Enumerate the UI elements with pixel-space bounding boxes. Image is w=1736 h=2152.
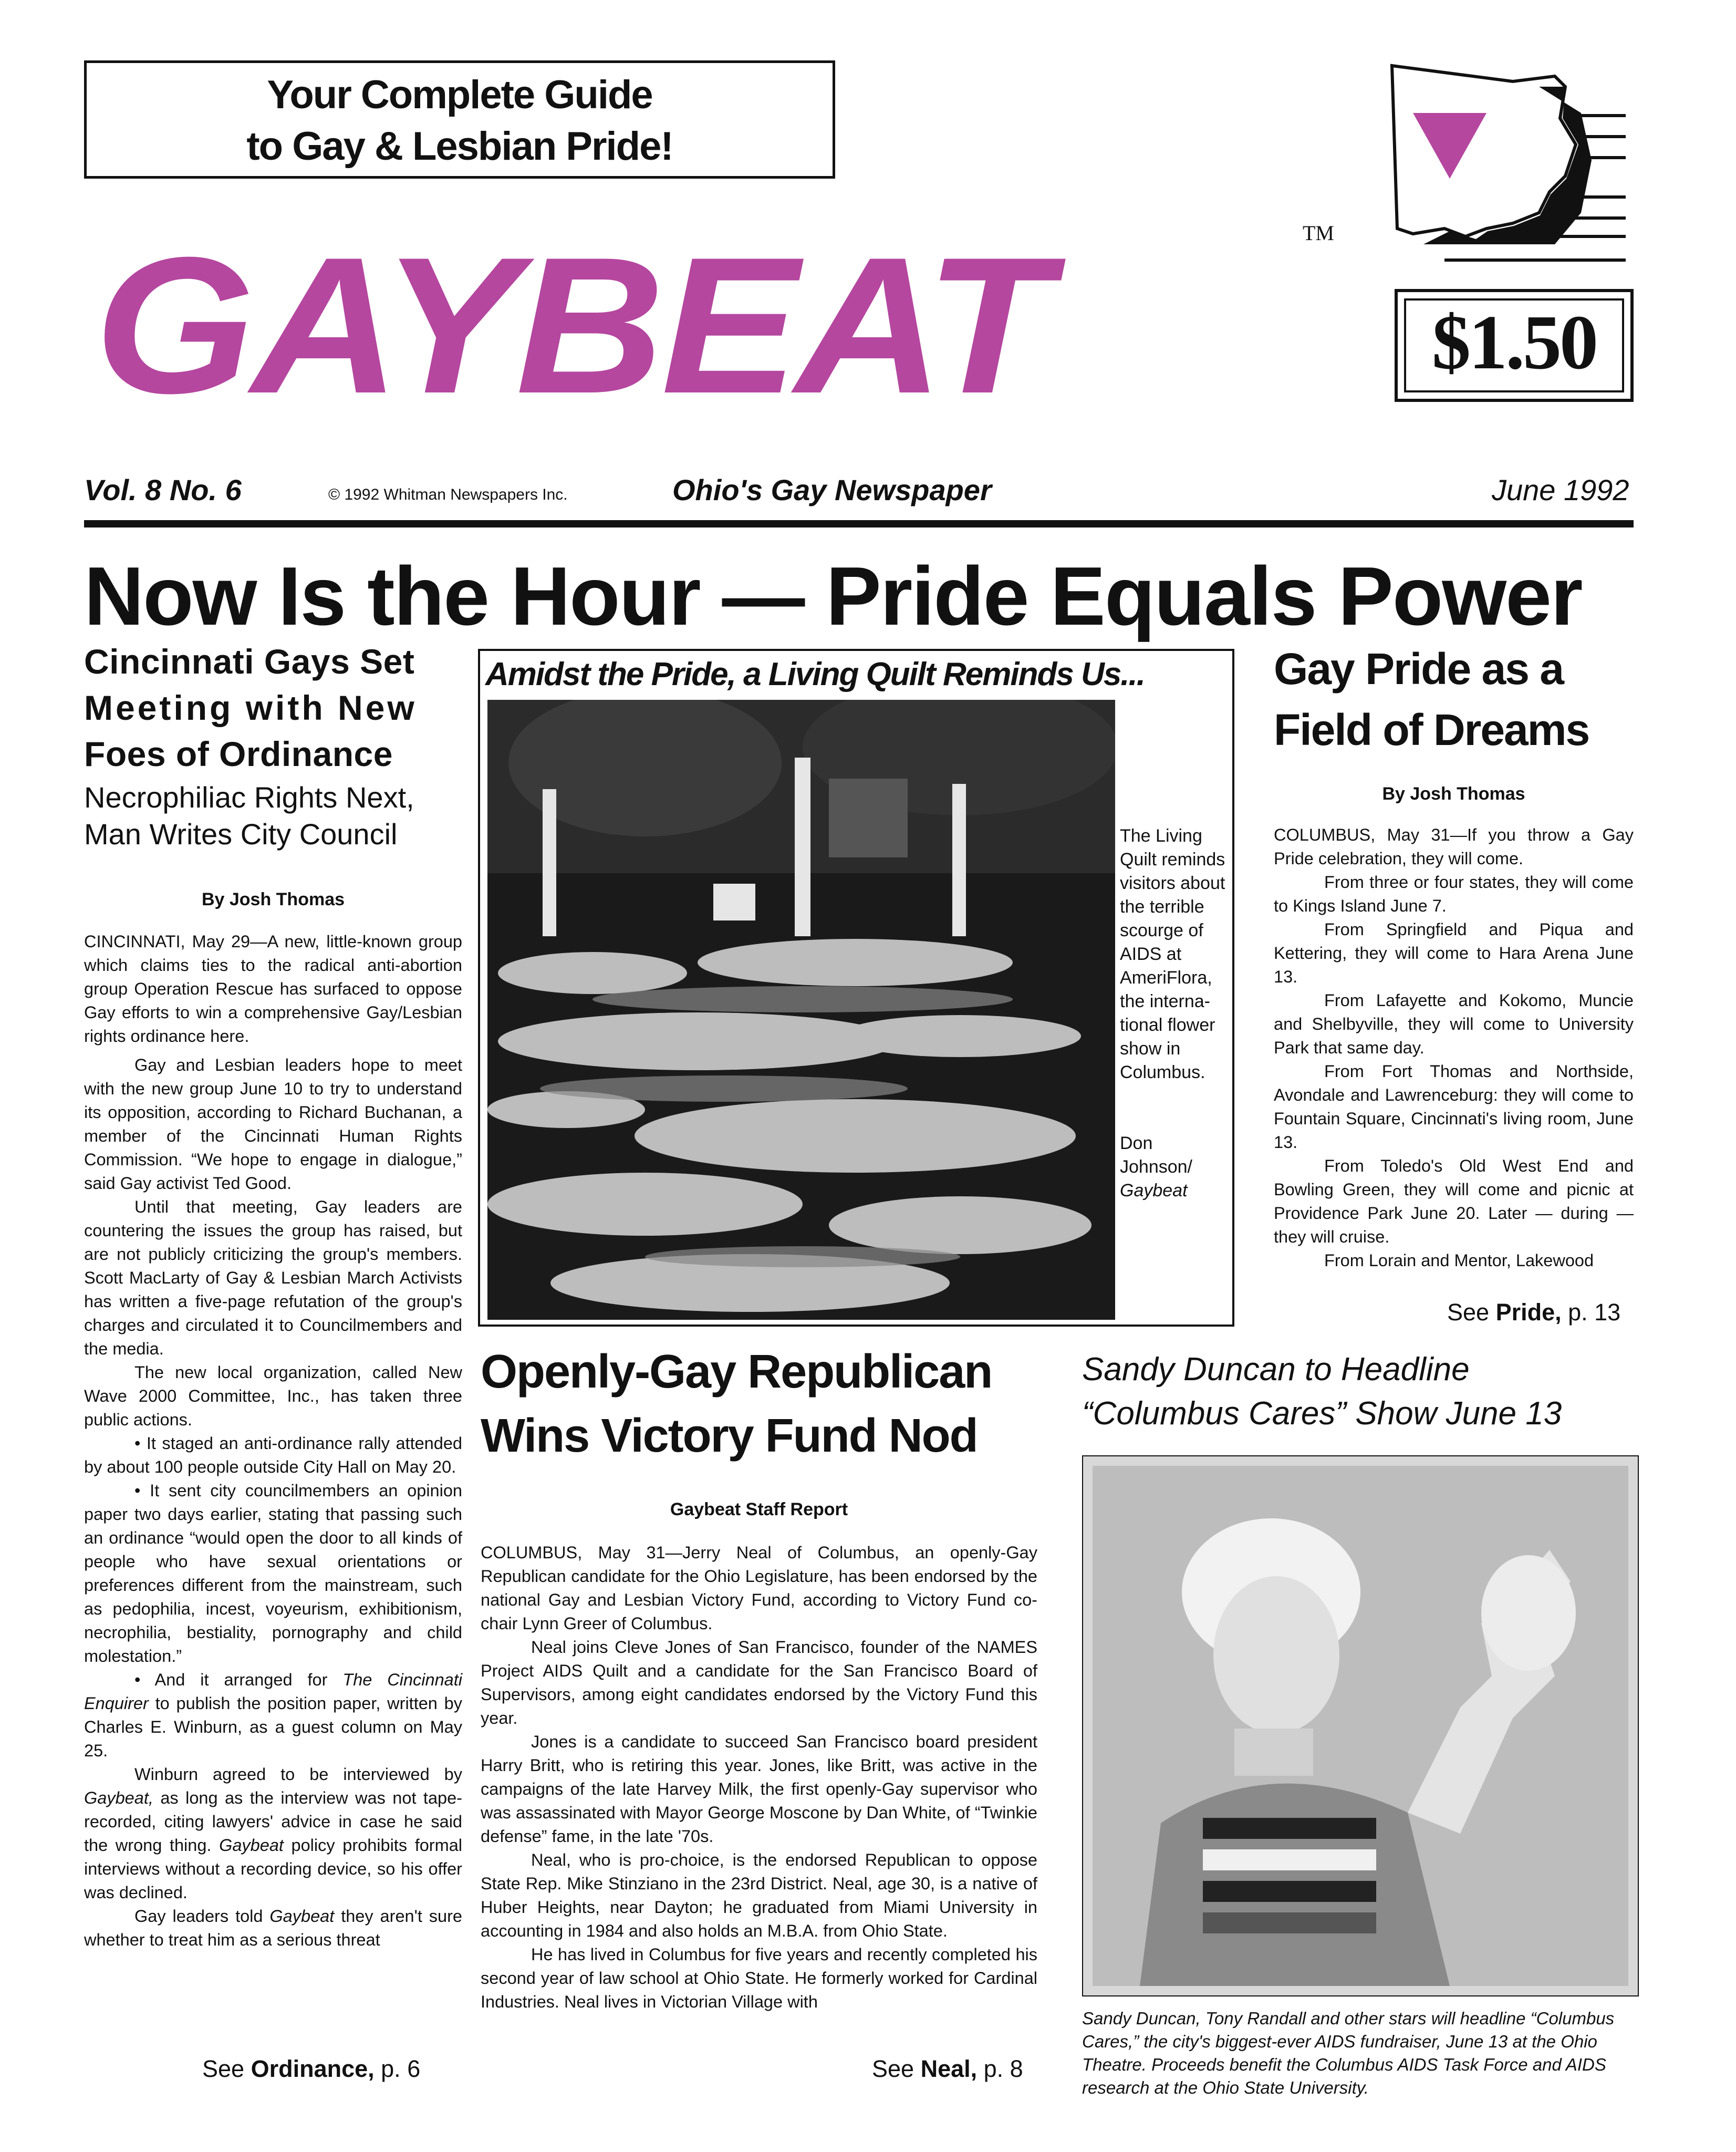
paragraph: CINCINNATI, May 29—A new, little-known group which claims ties to the radical anti-abortion group Operation Rescue has surfaced to oppose Gay efforts to win a comprehensive Gay/Lesbian rights ordinance here.: [84, 932, 462, 1046]
right-byline: By Josh Thomas: [1382, 784, 1525, 804]
paragraph: Gay leaders told Gaybeat they aren't sure whether to treat him as a serious threat: [84, 1907, 462, 1949]
quilt-caption: The Living Quilt reminds visitors about the terrible scourge of AIDS at AmeriFlora, the interna- tional flower show in Columbus. Don Johnson/ Gaybeat: [1120, 824, 1233, 1203]
left-body: [84, 930, 462, 1952]
price-box: [1395, 289, 1634, 402]
duncan-headline-1: Sandy Duncan to Headline: [1082, 1351, 1470, 1388]
center-headline-2: Wins Victory Fund Nod: [481, 1410, 978, 1462]
paragraph: From Springfield and Piqua and Kettering, they will come to Hara Arena June 13.: [1274, 920, 1634, 986]
paragraph: Neal joins Cleve Jones of San Francisco, founder of the NAMES Project AIDS Quilt and a candidate for the San Francisco Board of Supervisors, among eight candidates endorsed by the Victory Fund this year.: [481, 1638, 1037, 1727]
paragraph: • It sent city councilmembers an opinion paper two days earlier, stating that passing such an ordinance “would open the door to all kinds of people who have sexual orientations or preferences different from the mainstream, such as pedophilia, incest, voyeurism, exhibitionism, necrophilia, bestiality, pornography and child molestation.”: [84, 1481, 462, 1665]
sandy-duncan-photo: [1082, 1455, 1639, 1996]
trademark-mark: TM: [1303, 221, 1334, 245]
paragraph: He has lived in Columbus for five years and recently completed his second year of law school at Ohio State. He formerly worked for Cardinal Industries. Neal lives in Victorian Village with: [481, 1945, 1037, 2011]
masthead-rule: [84, 520, 1634, 527]
left-story: [84, 638, 462, 1952]
volume-label: Vol. 8 No. 6: [84, 473, 242, 506]
paragraph: From Lafayette and Kokomo, Muncie and Shelbyville, they will come to University Park that same day.: [1274, 991, 1634, 1057]
paragraph: From three or four states, they will come to Kings Island June 7.: [1274, 873, 1634, 915]
paragraph: From Lorain and Mentor, Lakewood: [1324, 1251, 1594, 1270]
issue-date: June 1992: [1492, 473, 1629, 506]
quilt-photo-frame: [478, 649, 1234, 1327]
paragraph: Jones is a candidate to succeed San Francisco board president Harry Britt, who is retiring this year. Jones, like Britt, was active in the campaigns of the late Harvey Milk, the first openly-Gay supervisor who was assassinated with Mayor George Moscone by Dan White, of “Twinkie defense” fame, in the late '70s.: [481, 1732, 1037, 1846]
paragraph: • And it arranged for The Cincinnati Enquirer to publish the position paper, written by Charles E. Winburn, as a guest column on May 25.: [84, 1670, 462, 1760]
jump-ordinance: See Ordinance, p. 6: [202, 2055, 421, 2082]
paragraph: Gay and Lesbian leaders hope to meet with the new group June 10 to try to understand its opposition, according to Richard Buchanan, a member of the Cincinnati Human Rights Commission. “We hope to engage in dialogue,” said Gay activist Ted Good.: [84, 1056, 462, 1193]
right-body: [1274, 823, 1634, 1272]
paragraph: The new local organization, called New Wave 2000 Committee, Inc., has taken three public actions.: [84, 1363, 462, 1429]
price-label: $1.50: [1404, 298, 1624, 392]
left-headline-3: Foes of Ordinance: [84, 734, 393, 773]
paragraph: COLUMBUS, May 31—Jerry Neal of Columbus, an openly-Gay Republican candidate for the Ohio Legislature, has been endorsed by the national Gay and Lesbian Victory Fund, according to Victory Fund co-chair Lynn Greer of Columbus.: [481, 1543, 1037, 1633]
jump-neal: See Neal, p. 8: [872, 2055, 1023, 2082]
paragraph: Winburn agreed to be interviewed by Gaybeat, as long as the interview was not tape-recorded, citing lawyers' advice in case he said the wrong thing. Gaybeat policy prohibits formal interviews without a recording device, so his offer was declined.: [84, 1765, 462, 1902]
copyright-label: © 1992 Whitman Newspapers Inc.: [328, 486, 568, 503]
photo-credit: Don: [1120, 1133, 1153, 1153]
paragraph: From Fort Thomas and Northside, Avondale and Lawrenceburg: they will come to Fountain Square, Cincinnati's living room, June 13.: [1274, 1062, 1634, 1152]
duncan-caption: Sandy Duncan, Tony Randall and other stars will headline “Columbus Cares,” the city's biggest-ever AIDS fundraiser, June 13 at the Ohio Theatre. Proceeds benefit the Columbus AIDS Task Force and AIDS research at the Ohio State University.: [1082, 2009, 1615, 2097]
promo-box: [84, 60, 835, 179]
paragraph: From Toledo's Old West End and Bowling Green, they will come and picnic at Providence Park June 20. Later — during — they will cruise.: [1274, 1156, 1634, 1246]
paragraph: COLUMBUS, May 31—If you throw a Gay Pride celebration, they will come.: [1274, 825, 1634, 868]
duncan-headline-2: “Columbus Cares” Show June 13: [1082, 1395, 1562, 1432]
center-headline-1: Openly-Gay Republican: [481, 1346, 992, 1398]
tagline: Ohio's Gay Newspaper: [672, 473, 992, 506]
main-headline: Now Is the Hour — Pride Equals Power: [84, 550, 1582, 643]
right-story: [1274, 638, 1634, 1272]
center-story: [481, 1340, 1037, 2014]
center-byline: Gaybeat Staff Report: [670, 1499, 848, 1519]
paragraph: Until that meeting, Gay leaders are countering the issues the group has raised, but are not publicly criticizing the group's members. Scott MacLarty of Gay & Lesbian March Activists has written a five-page refutation of the group's charges and circulated it to Councilmembers and the media.: [84, 1197, 462, 1358]
ohio-triangle-logo-icon: [1381, 55, 1628, 281]
masthead-title: GAYBEAT: [95, 217, 1048, 434]
duncan-story: [1082, 1348, 1639, 1436]
left-subhead-1: Necrophiliac Rights Next,: [84, 781, 414, 814]
promo-line-2: to Gay & Lesbian Pride!: [246, 124, 673, 169]
left-headline-2: Meeting with New: [84, 688, 417, 727]
paragraph: • It staged an anti-ordinance rally attended by about 100 people outside City Hall on May 20.: [84, 1434, 462, 1476]
promo-line-1: Your Complete Guide: [267, 73, 652, 117]
jump-pride: See Pride, p. 13: [1447, 1299, 1621, 1326]
right-headline-2: Field of Dreams: [1274, 705, 1589, 754]
quilt-photo: [487, 700, 1115, 1320]
paragraph: Neal, who is pro-choice, is the endorsed Republican to oppose State Rep. Mike Stinziano in the 23rd District. Neal, age 30, is a native of Huber Heights, near Dayton; he graduated from Miami University in accounting in 1984 and also holds an M.B.A. from Ohio State.: [481, 1850, 1037, 1940]
left-byline: By Josh Thomas: [201, 889, 345, 909]
left-headline-1: Cincinnati Gays Set: [84, 642, 415, 681]
quilt-headline: Amidst the Pride, a Living Quilt Reminds Us...: [485, 656, 1145, 692]
left-subhead-2: Man Writes City Council: [84, 818, 398, 851]
center-body: [481, 1541, 1037, 2014]
right-headline-1: Gay Pride as a: [1274, 644, 1564, 694]
